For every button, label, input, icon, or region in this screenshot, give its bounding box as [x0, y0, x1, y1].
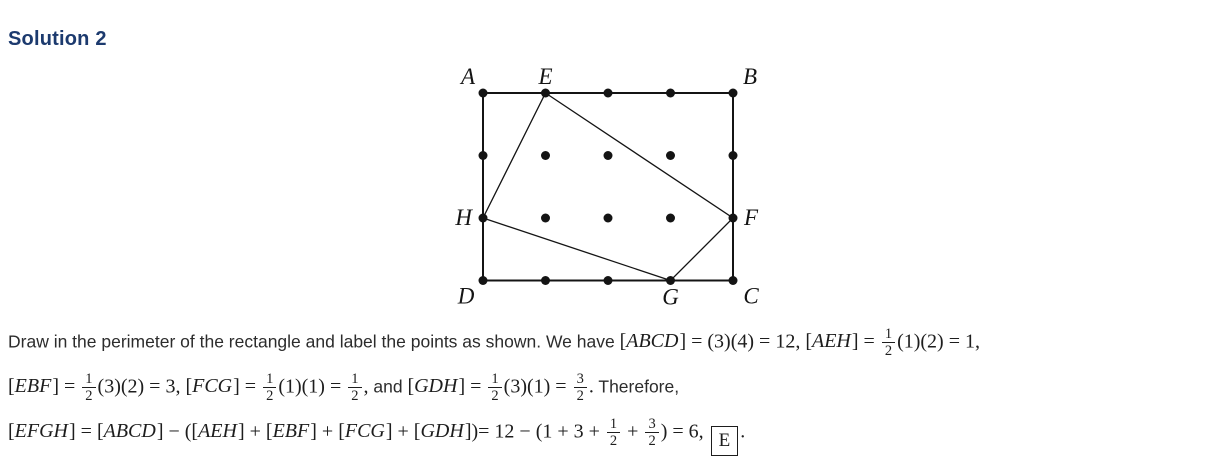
- lattice-dot: [604, 89, 613, 98]
- lattice-dot: [666, 151, 675, 160]
- lattice-dot: [604, 214, 613, 223]
- math-fraction: [645, 416, 658, 449]
- fraction-denominator: 2: [882, 342, 895, 359]
- lattice-dot: [666, 89, 675, 98]
- math-upright: ] = (3)(4) = 12, [: [679, 330, 812, 353]
- math-upright: ] − ([: [156, 420, 199, 443]
- fraction-numerator: 3: [576, 371, 584, 387]
- math-upright: (3)(1) =: [503, 375, 572, 398]
- math-upright: ])= 12 − (1 + 3 +: [464, 420, 605, 443]
- math-variable: GDH: [420, 420, 464, 443]
- lattice-dot: [479, 151, 488, 160]
- plain-text: Therefore,: [593, 376, 680, 397]
- math-variable: AEH: [198, 420, 237, 443]
- math-upright: ] =: [233, 375, 262, 398]
- math-upright: ] =: [851, 330, 880, 353]
- point-label-C: C: [743, 283, 759, 309]
- math-upright: ] + [: [385, 420, 421, 443]
- fraction-numerator: 1: [491, 371, 499, 387]
- fraction-numerator: 1: [609, 416, 618, 432]
- math-variable: GDH: [414, 375, 458, 398]
- fraction-numerator: 1: [884, 326, 893, 342]
- lattice-dot: [729, 214, 738, 223]
- math-upright: +: [622, 420, 644, 443]
- math-upright: ] + [: [237, 420, 273, 443]
- lattice-dot: [729, 276, 738, 285]
- math-fraction: [263, 371, 276, 404]
- math-variable: EBF: [272, 420, 310, 443]
- point-label-A: A: [460, 64, 476, 89]
- fraction-numerator: 3: [648, 416, 656, 432]
- solution-text-line-3: [8, 416, 745, 456]
- rectangle-ABCD: [483, 93, 733, 281]
- lattice-dot: [604, 276, 613, 285]
- math-variable: EBF: [14, 375, 52, 398]
- math-upright: ) = 6,: [660, 420, 709, 443]
- math-variable: AEH: [811, 330, 851, 353]
- math-variable: ABCD: [626, 330, 679, 353]
- lattice-dot: [666, 214, 675, 223]
- lattice-dot: [729, 89, 738, 98]
- lattice-dot: [729, 151, 738, 160]
- math-upright: .: [588, 375, 594, 398]
- fraction-denominator: 2: [348, 387, 361, 404]
- math-fraction: [574, 371, 587, 404]
- math-upright: [: [619, 330, 627, 353]
- math-upright: (3)(2) = 3, [: [97, 375, 193, 398]
- plain-text: Draw in the perimeter of the rectangle and label the points as shown. We have: [8, 331, 620, 352]
- fraction-denominator: 2: [263, 387, 276, 404]
- fraction-numerator: 1: [351, 371, 359, 387]
- fraction-denominator: 2: [574, 387, 587, 404]
- math-upright: ] =: [52, 375, 81, 398]
- lattice-dot: [541, 214, 550, 223]
- math-upright: [: [8, 420, 15, 443]
- lattice-dot: [541, 151, 550, 160]
- math-upright: (1)(1) =: [278, 375, 347, 398]
- math-variable: FCG: [344, 420, 385, 443]
- math-fraction: [82, 371, 95, 404]
- lattice-dot: [604, 151, 613, 160]
- lattice-dot: [541, 276, 550, 285]
- fraction-denominator: 2: [82, 387, 95, 404]
- math-upright: ] + [: [310, 420, 345, 443]
- math-fraction: [882, 326, 895, 359]
- point-label-H: H: [455, 205, 472, 230]
- point-label-G: G: [662, 284, 679, 310]
- lattice-rectangle-diagram: [440, 58, 810, 323]
- lattice-dot: [541, 89, 550, 98]
- quadrilateral-EFGH: [483, 93, 733, 281]
- math-variable: FCG: [192, 375, 233, 398]
- math-upright: [: [407, 375, 415, 398]
- fraction-numerator: 1: [266, 371, 274, 387]
- math-upright: ] = [: [69, 420, 104, 443]
- fraction-denominator: 2: [488, 387, 501, 404]
- math-upright: ] =: [458, 375, 487, 398]
- math-variable: ABCD: [103, 420, 156, 443]
- lattice-dot: [479, 214, 488, 223]
- point-label-B: B: [742, 64, 758, 89]
- point-label-F: F: [744, 205, 759, 230]
- solution-heading: Solution 2: [8, 27, 107, 50]
- point-label-D: D: [457, 283, 475, 309]
- solution-text-line-2: [8, 371, 679, 404]
- math-fraction: [348, 371, 361, 404]
- lattice-dot: [479, 276, 488, 285]
- lattice-dot: [479, 89, 488, 98]
- math-upright: ,: [363, 375, 369, 398]
- math-upright: .: [740, 420, 746, 443]
- fraction-numerator: 1: [85, 371, 93, 387]
- solution-text-line-1: [8, 326, 980, 359]
- math-variable: EFGH: [14, 420, 68, 443]
- plain-text: and: [368, 376, 408, 397]
- point-label-E: E: [538, 64, 553, 89]
- fraction-denominator: 2: [607, 432, 620, 449]
- fraction-denominator: 2: [645, 432, 658, 449]
- math-upright: [: [8, 375, 15, 398]
- math-fraction: [488, 371, 501, 404]
- math-upright: (1)(2) = 1,: [897, 330, 980, 353]
- math-fraction: [607, 416, 620, 449]
- boxed-answer: E: [711, 426, 739, 456]
